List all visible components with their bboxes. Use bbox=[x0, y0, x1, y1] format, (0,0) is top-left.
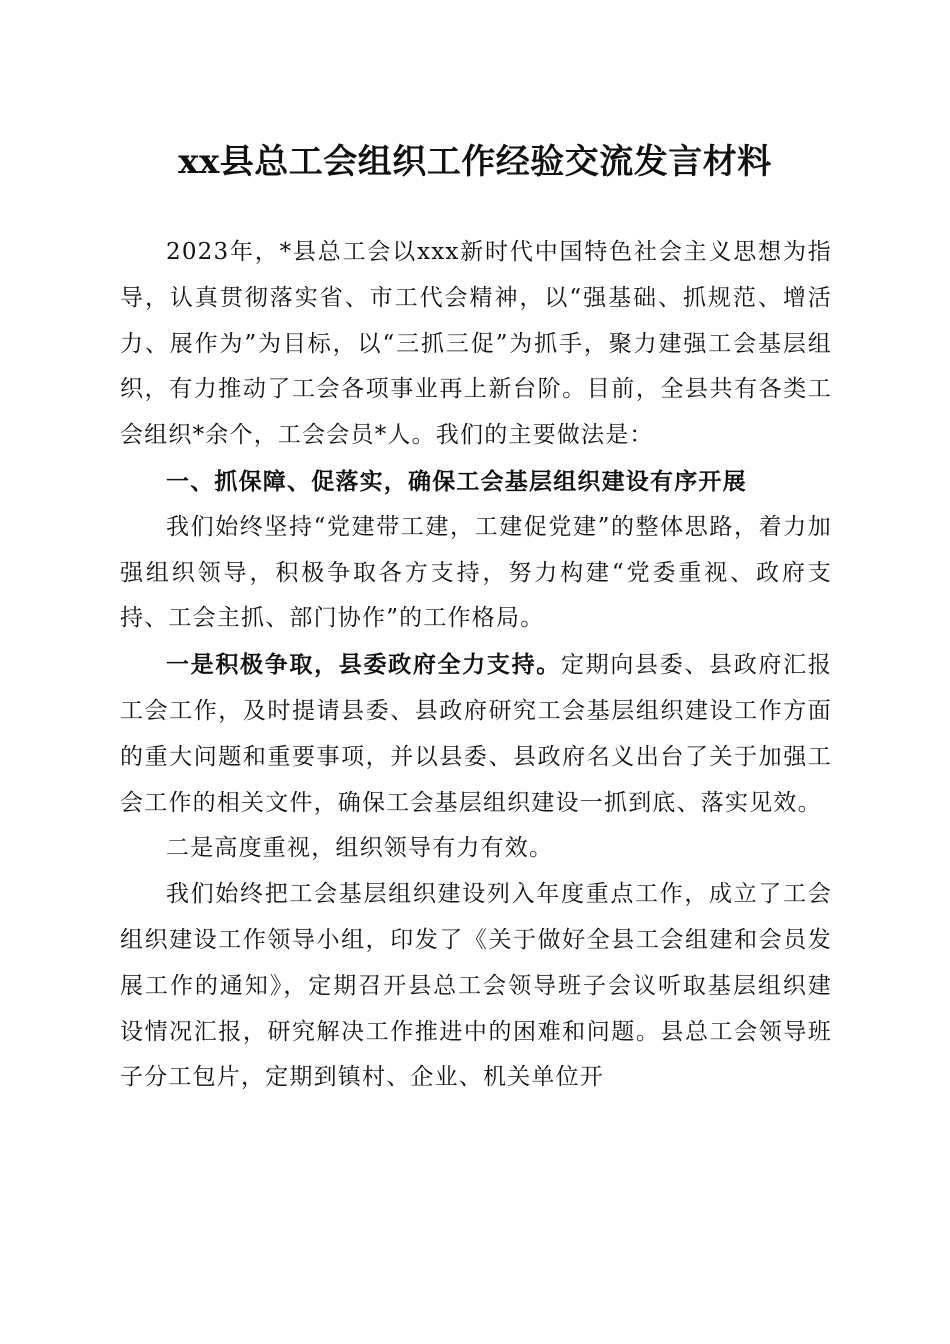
intro-paragraph: 2023年，*县总工会以xxx新时代中国特色社会主义思想为指导，认真贯彻落实省、市工代会精神，以“强基础、抓规范、增活力、展作为”为目标，以“三抓三促”为抓手，聚力建强工会基层组织，有力推动了工会各项事业再上新台阶。目前，全县共有各类工会组织*余个，工会会员*人。我们的主要做法是： bbox=[120, 239, 832, 449]
point-two-lead: 二是高度重视，组织领导有力有效。 bbox=[166, 835, 554, 862]
section-heading: 一、抓保障、促落实，确保工会基层组织建设有序开展 bbox=[166, 467, 747, 495]
document-body bbox=[120, 230, 832, 1101]
point-one-text: 定期向县委、县政府汇报工会工作，及时提请县委、县政府研究工会基层组织建设工作方面的重大问题和重要事项，并以县委、县政府名义出台了关于加强工会工作的相关文件，确保工会基层组织建设一抓到底、落实见效。 bbox=[120, 652, 832, 816]
document-title: xx县总工会组织工作经验交流发言材料 bbox=[178, 142, 772, 182]
section-paragraph: 我们始终坚持“党建带工建，工建促党建”的整体思路，着力加强组织领导，积极争取各方支持，努力构建“党委重视、政府支持、工会主抓、部门协作”的工作格局。 bbox=[120, 513, 832, 632]
point-one-lead: 一是积极争取，县委政府全力支持。 bbox=[166, 651, 561, 679]
point-two-paragraph: 我们始终把工会基层组织建设列入年度重点工作，成立了工会组织建设工作领导小组，印发了《关于做好全县工会组建和会员发展工作的通知》，定期召开县总工会领导班子会议听取基层组织建设情况汇报，研究解决工作推进中的困难和问题。县总工会领导班子分工包片，定期到镇村、企业、机关单位开 bbox=[120, 881, 832, 1091]
point-one-paragraph bbox=[120, 642, 832, 826]
